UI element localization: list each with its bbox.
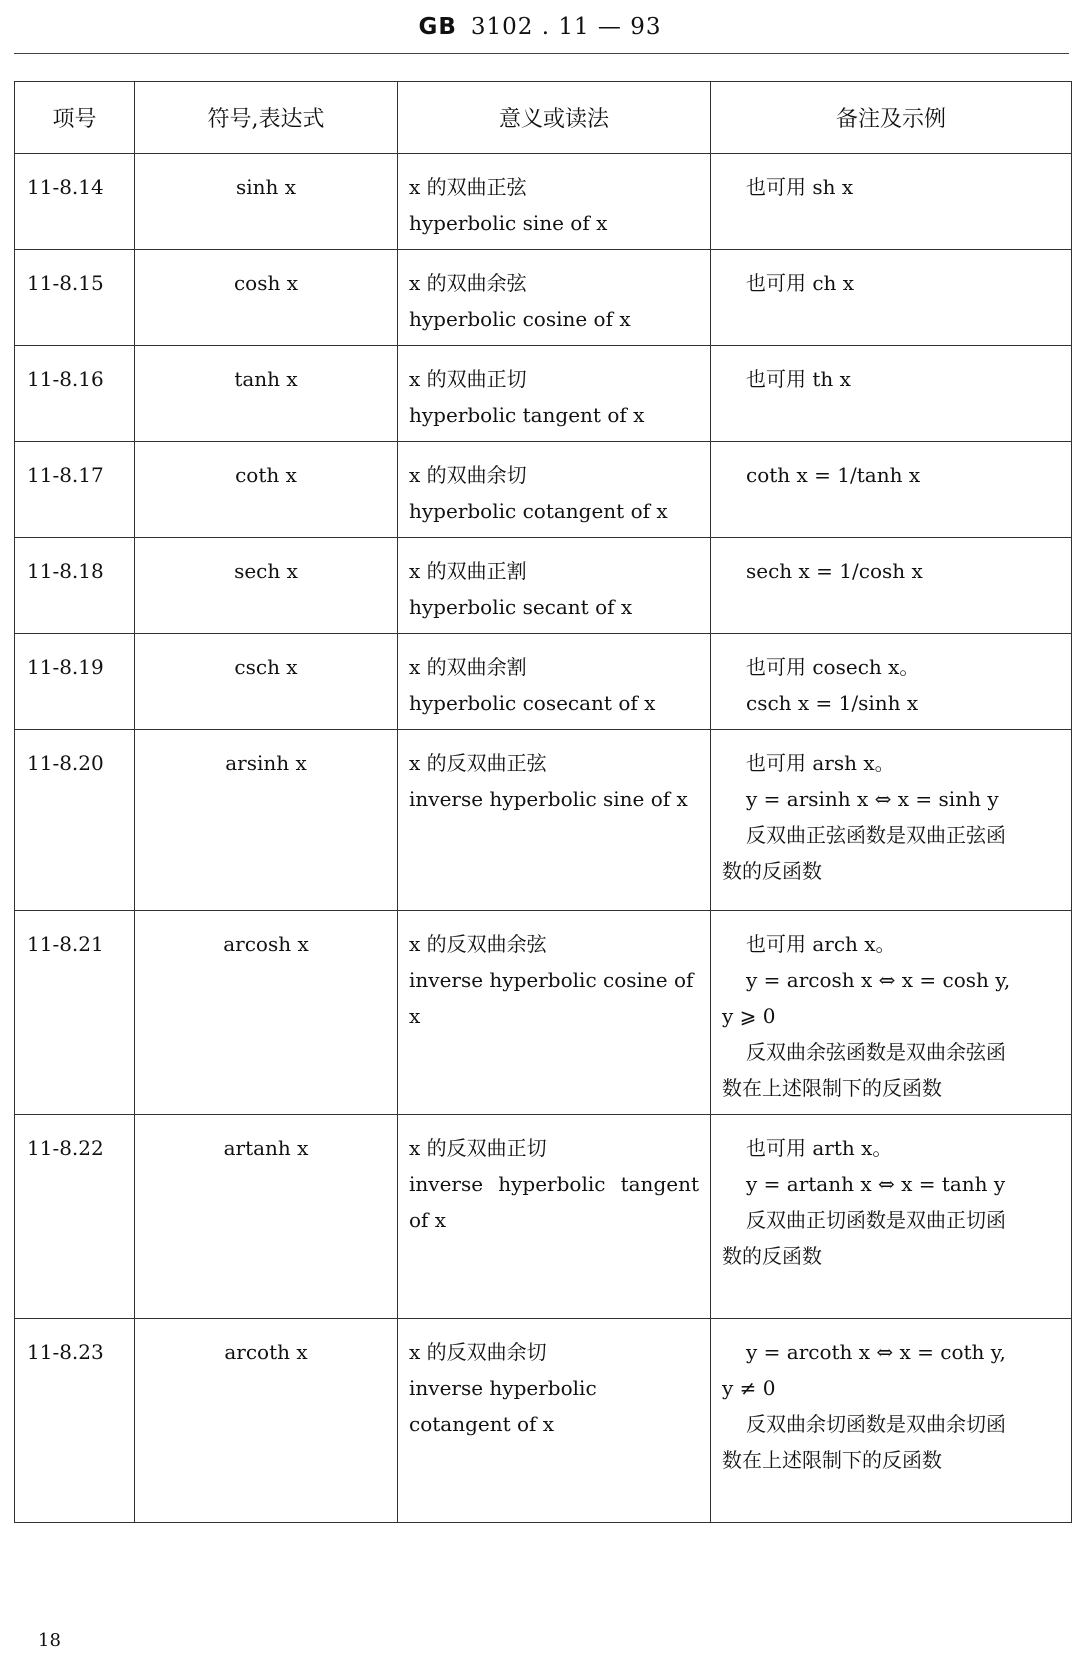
meaning-english: hyperbolic sine of x (409, 211, 608, 235)
note-line: 也可用 arsh x。 (746, 751, 895, 775)
symbol-expression: coth x (235, 463, 297, 487)
item-number: 11-8.16 (27, 367, 104, 391)
meaning-chinese: x 的反双曲正弦 (409, 751, 547, 775)
item-number: 11-8.17 (27, 463, 104, 487)
table-row (15, 442, 1072, 538)
meaning-english: inverse hyperbolic tangent (409, 1172, 699, 1196)
meaning-english: hyperbolic secant of x (409, 595, 633, 619)
note-line: 也可用 ch x (746, 271, 855, 295)
symbol-table (14, 81, 1072, 1523)
note-line: y ≠ 0 (722, 1376, 776, 1400)
table-row (15, 346, 1072, 442)
header-rule (14, 53, 1069, 54)
meaning-chinese: x 的双曲余弦 (409, 271, 527, 295)
notes-cell (711, 730, 1072, 911)
item-number-cell (15, 634, 135, 730)
item-number: 11-8.23 (27, 1340, 104, 1364)
symbol-expression: arcoth x (224, 1340, 308, 1364)
item-number-cell (15, 154, 135, 250)
symbol-cell (135, 538, 398, 634)
symbol-expression: artanh x (223, 1136, 309, 1160)
item-number-cell (15, 1115, 135, 1319)
symbol-expression: arsinh x (225, 751, 307, 775)
meaning-english: cotangent of x (409, 1412, 555, 1436)
meaning-cell (398, 1319, 711, 1523)
meaning-english: hyperbolic tangent of x (409, 403, 645, 427)
item-number: 11-8.18 (27, 559, 104, 583)
symbol-expression: sech x (234, 559, 298, 583)
meaning-cell (398, 442, 711, 538)
notes-cell (711, 250, 1072, 346)
note-line: 也可用 cosech x。 (746, 655, 920, 679)
page-header (0, 14, 1080, 40)
symbol-cell (135, 634, 398, 730)
meaning-english: inverse hyperbolic cosine of (409, 968, 694, 992)
item-number: 11-8.19 (27, 655, 104, 679)
meaning-chinese: x 的双曲正切 (409, 367, 527, 391)
symbol-cell (135, 1115, 398, 1319)
note-line: 数的反函数 (722, 859, 822, 883)
column-header-item: 项号 (15, 82, 135, 154)
symbol-expression: cosh x (233, 271, 299, 295)
note-line: 数的反函数 (722, 1244, 822, 1268)
meaning-cell (398, 154, 711, 250)
standard-prefix: GB (418, 14, 457, 40)
table-row (15, 634, 1072, 730)
meaning-cell (398, 250, 711, 346)
symbol-cell (135, 730, 398, 911)
item-number-cell (15, 442, 135, 538)
symbol-cell (135, 911, 398, 1115)
notes-cell (711, 911, 1072, 1115)
meaning-english: x (409, 1004, 421, 1028)
column-header-notes: 备注及示例 (711, 82, 1072, 154)
meaning-cell (398, 538, 711, 634)
item-number: 11-8.21 (27, 932, 104, 956)
note-line: 数在上述限制下的反函数 (722, 1076, 942, 1100)
note-line: 反双曲正弦函数是双曲正弦函 (746, 823, 1006, 847)
meaning-chinese: x 的双曲正割 (409, 559, 527, 583)
meaning-cell (398, 346, 711, 442)
note-line: 反双曲余弦函数是双曲余弦函 (746, 1040, 1006, 1064)
table-header-row (15, 82, 1072, 154)
symbol-cell (135, 346, 398, 442)
symbol-expression: csch x (234, 655, 298, 679)
meaning-cell (398, 730, 711, 911)
note-line: 反双曲余切函数是双曲余切函 (746, 1412, 1006, 1436)
item-number-cell (15, 911, 135, 1115)
note-line: 反双曲正切函数是双曲正切函 (746, 1208, 1006, 1232)
note-line: y ⩾ 0 (722, 1004, 776, 1028)
item-number-cell (15, 730, 135, 911)
meaning-cell (398, 634, 711, 730)
meaning-english: of x (409, 1208, 447, 1232)
table-row (15, 1319, 1072, 1523)
note-line: 也可用 th x (746, 367, 851, 391)
meaning-cell (398, 911, 711, 1115)
symbol-expression: sinh x (235, 175, 297, 199)
standard-code: 3102 . 11 — 93 (470, 14, 662, 40)
item-number-cell (15, 346, 135, 442)
item-number: 11-8.20 (27, 751, 104, 775)
item-number-cell (15, 538, 135, 634)
page-number: 18 (38, 1630, 61, 1651)
meaning-chinese: x 的反双曲余弦 (409, 932, 547, 956)
symbol-cell (135, 250, 398, 346)
table-row (15, 538, 1072, 634)
item-number: 11-8.14 (27, 175, 104, 199)
note-line: sech x = 1/cosh x (746, 559, 923, 583)
symbol-expression: tanh x (234, 367, 298, 391)
table-row (15, 154, 1072, 250)
notes-cell (711, 442, 1072, 538)
note-line: coth x = 1/tanh x (746, 463, 921, 487)
symbol-cell (135, 442, 398, 538)
item-number-cell (15, 250, 135, 346)
notes-cell (711, 346, 1072, 442)
item-number: 11-8.15 (27, 271, 104, 295)
note-line: y = arcoth x ⇔ x = coth y, (746, 1340, 1006, 1364)
meaning-cell (398, 1115, 711, 1319)
note-line: 数在上述限制下的反函数 (722, 1448, 942, 1472)
notes-cell (711, 1115, 1072, 1319)
item-number-cell (15, 1319, 135, 1523)
meaning-english: inverse hyperbolic (409, 1376, 597, 1400)
symbol-expression: arcosh x (223, 932, 309, 956)
column-header-meaning: 意义或读法 (398, 82, 711, 154)
symbol-cell (135, 1319, 398, 1523)
note-line: y = arcosh x ⇔ x = cosh y, (746, 968, 1011, 992)
note-line: 也可用 arth x。 (746, 1136, 893, 1160)
meaning-english: hyperbolic cotangent of x (409, 499, 668, 523)
table-row (15, 911, 1072, 1115)
meaning-chinese: x 的双曲正弦 (409, 175, 527, 199)
meaning-english: inverse hyperbolic sine of x (409, 787, 688, 811)
note-line: 也可用 arch x。 (746, 932, 896, 956)
notes-cell (711, 154, 1072, 250)
note-line: y = artanh x ⇔ x = tanh y (746, 1172, 1006, 1196)
notes-cell (711, 634, 1072, 730)
column-header-symbol: 符号,表达式 (135, 82, 398, 154)
notes-cell (711, 1319, 1072, 1523)
meaning-english: hyperbolic cosine of x (409, 307, 631, 331)
meaning-chinese: x 的反双曲余切 (409, 1340, 547, 1364)
notes-cell (711, 538, 1072, 634)
meaning-chinese: x 的双曲余割 (409, 655, 527, 679)
note-line: y = arsinh x ⇔ x = sinh y (746, 787, 999, 811)
meaning-chinese: x 的反双曲正切 (409, 1136, 547, 1160)
meaning-english: hyperbolic cosecant of x (409, 691, 656, 715)
table-row (15, 1115, 1072, 1319)
item-number: 11-8.22 (27, 1136, 104, 1160)
table-row (15, 730, 1072, 911)
table-row (15, 250, 1072, 346)
symbol-cell (135, 154, 398, 250)
note-line: 也可用 sh x (746, 175, 854, 199)
note-line: csch x = 1/sinh x (746, 691, 919, 715)
meaning-chinese: x 的双曲余切 (409, 463, 527, 487)
